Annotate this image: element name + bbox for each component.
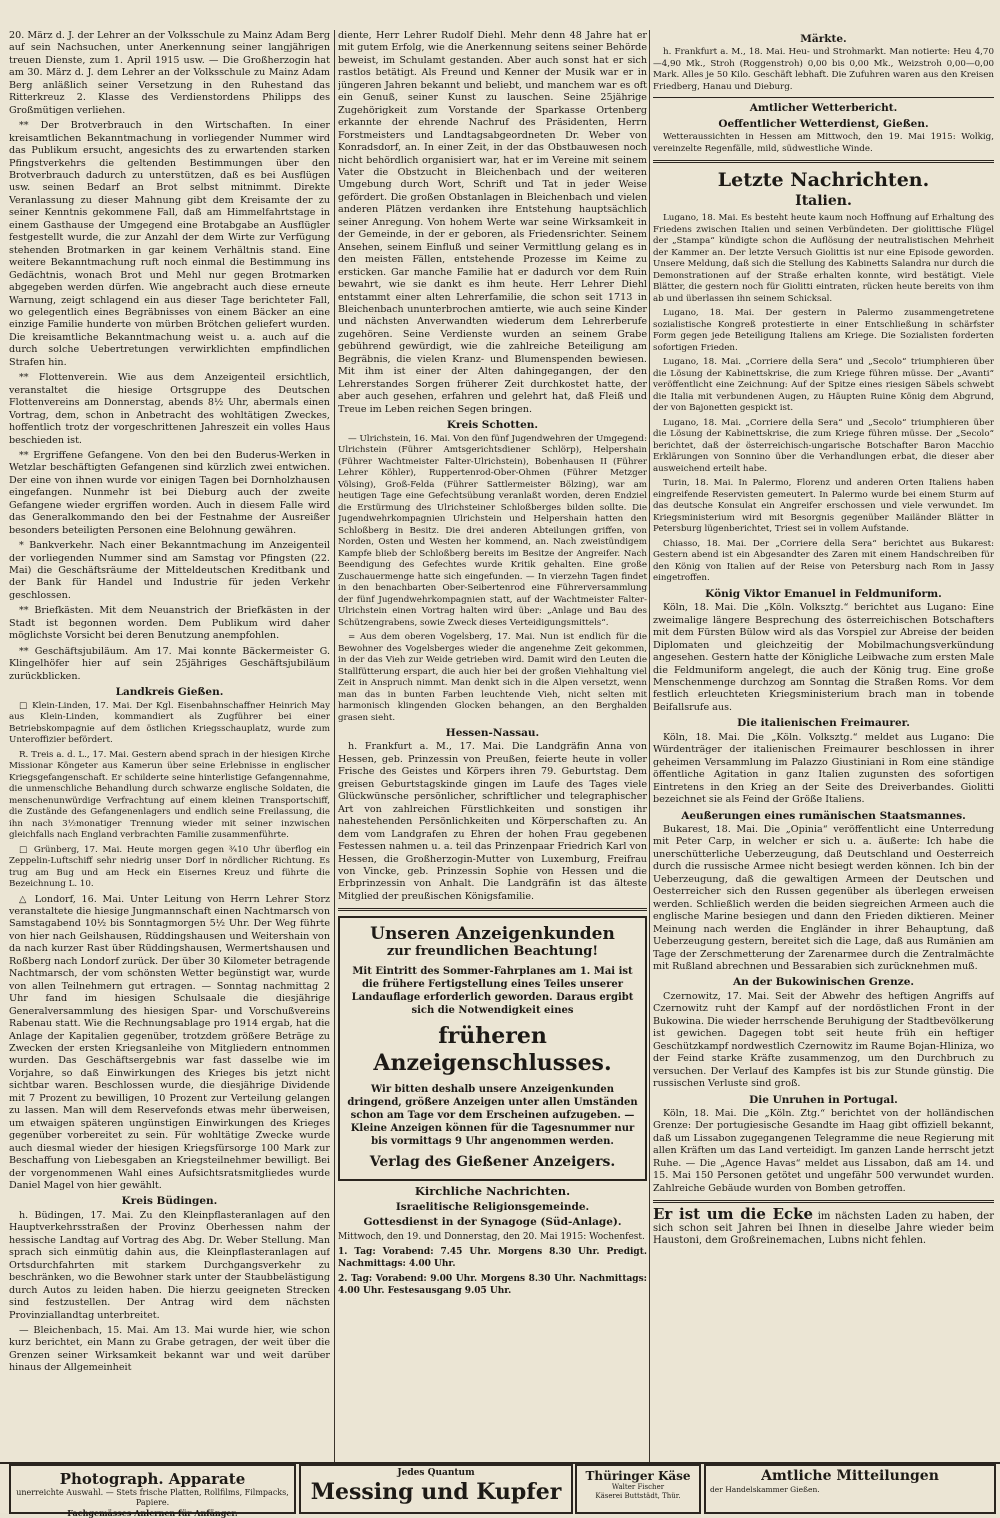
ad-headline: Amtliche Mitteilungen: [761, 1468, 939, 1484]
article-text: h. Büdingen, 17. Mai. Zu den Kleinpflasteranlagen auf den Hauptverkehrsstraßen der Provinz Oberhessen nahm der hessische Landtag auf Vortrag des Abg. Dr. Weber Stellung. Man sprach sich einmütig dahin aus, die Kleinpflasteranlagen auf Ortsdurchfahrten mit starkem Durchgangsverkehr zu beschränken, wo die Bewohner stark unter der Staubbelästigung durch Autos zu leiden haben. Die hierzu geeigneten Strecken sind festzustellen. Der Antrag wird dem nächsten Provinziallandtag unterbreitet.: [9, 1209, 330, 1321]
article-text: Lugano, 18. Mai. Es besteht heute kaum noch Hoffnung auf Erhaltung des Friedens zwischen Italien und seinen Verbündeten. Der giolittische Flügel der „Stampa“ kündigte schon die Auflösung der neutralistischen Mehrheit der Kammer an. Der letzte Versuch Giolittis ist nur eine Episode geworden. Unsere Meldung, daß sich die Stellung des Kabinetts Salandra nur durch die Demonstrationen auf der Straße erhalten konnte, wird bestätigt. Viele Blätter, die gestern noch für Giolitti eintraten, rücken heute bereits von ihm ab und überlassen ihn seinem Schicksal.: [653, 213, 994, 304]
section-heading: Die Unruhen in Portugal.: [749, 1093, 898, 1106]
notice-subtitle: zur freundlichen Beachtung!: [386, 944, 599, 960]
column-rule: [334, 30, 335, 1462]
ad-handelskammer: [704, 1464, 996, 1514]
ad-thueringer-kaese: [575, 1464, 701, 1514]
article-text: Chiasso, 18. Mai. Der „Corriere della Sera“ berichtet aus Bukarest: Gestern abend ist ein Abgesandter des Zaren mit einem Handschreiben für den König von Italien auf der Reise von Petersburg nach Rom in Jassy eingetroffen.: [653, 538, 994, 584]
ad-text: Walter Fischer: [611, 1483, 665, 1491]
section-heading: Landkreis Gießen.: [115, 686, 224, 699]
article-text: Bukarest, 18. Mai. Die „Opinia“ veröffentlicht eine Unterredung mit Peter Carp, in welcher er sich u. a. äußerte: Ich habe die unerschütterliche Ueberzeugung, daß Deutschland und Oesterreich durch die russische Armee nicht besiegt werden können. Ich bin der Ueberzeugung, daß die gewaltigen Armeen der Deutschen und Oesterreicher sich den Russen gegenüber als überlegen erweisen werden. Schließlich werden die beiden siegreichen Armeen auch die englische Marine besiegen und dann den Frieden diktieren. Meiner Meinung nach werden die Engländer in ihrer Behauptung, daß Ueberzeugung gestern, bereitet sich die Lage, daß aus Rumänien am Tage der Zerschmetterung der Zarenarmee durch die Zentralmächte mit Rußland abrechnen und Bessarabien sich zurücknehmen muß.: [653, 824, 994, 972]
ad-photo-apparatus: [9, 1464, 296, 1518]
ad-text: der Handelskammer Gießen.: [710, 1485, 820, 1494]
section-heading: Italien.: [795, 193, 852, 210]
ad-text: Jedes Quantum: [397, 1468, 475, 1478]
section-heading: Amtlicher Wetterbericht.: [749, 102, 898, 115]
divider: [653, 97, 994, 98]
column-1: [9, 30, 330, 1462]
article-text: Köln, 18. Mai. Die „Köln. Volksztg.“ meldet aus Lugano: Die Würdenträger der italienischen Freimaurer beschlossen in ihrer geheimen Versammlung im Palazzo Giustiniani in Rom eine ständige öffentliche Agitation in ganz Italien zugunsten des sofortigen Eintretens in den Krieg an der Seite des Dreiverbandes. Giolitti bezeichnet sie als Feind der Größe Italiens.: [653, 731, 994, 806]
notice-emphasis: früheren Anzeigenschlusses.: [373, 1023, 612, 1077]
article-text: ** Geschäftsjubiläum. Am 17. Mai konnte Bäckermeister G. Klingelhöfer hier auf sein 25jähriges Geschäftsjubiläum zurückblicken.: [9, 645, 330, 682]
divider: [338, 908, 647, 911]
article-text: ** Der Brotverbrauch in den Wirtschaften. In einer kreisamtlichen Bekanntmachung in vorliegender Nummer wird das Publikum ersucht, angesichts des zu erwartenden starken Pfingstverkehrs die geltenden Bestimmungen über den Brotverbrauch dadurch zu unterstützen, daß es bei Ausflügen usw. seinen Bedarf an Brot selbst mitnimmt. Direkte Veranlassung zu dieser Mahnung gibt dem Kreisamte der zu seiner Kenntnis gekommene Fall, daß am Himmelfahrtstage in einem Gasthause der Umgegend eine Brotabgabe an Ausflügler festgestellt wurde, die zur Anzahl der dem Wirte zur Verfügung stehenden Brotmarken in gar keinem Verhältnis stand. Eine weitere Bekanntmachung ruft noch einmal die Bestimmung ins Gedächtnis, wonach Brot und Mehl nur gegen Brotmarken abgegeben werden dürfen. Wie angebracht auch diese erneute Warnung, zeigt schlagend ein aus dieser Tage berichteter Fall, wo gelegentlich eines Begräbnisses von einem Bäcker an eine einzige Familie hunderte von mürben Brötchen geliefert wurden. Die kreisamtliche Bekanntmachung weist u. a. auch auf die durch solche Uebertretungen verwirklichten empfindlichen Strafen hin.: [9, 120, 330, 368]
article-text: * Bankverkehr. Nach einer Bekanntmachung im Anzeigenteil der vorliegenden Nummer sind am Samstag vor Pfingsten (22. Mai) die Geschäftsräume der Mitteldeutschen Kreditbank und der Bank für Handel und Industrie für jeden Verkehr geschlossen.: [9, 540, 330, 601]
section-heading: Aeußerungen eines rumänischen Staatsmannes.: [681, 809, 966, 822]
article-text: Lugano, 18. Mai. „Corriere della Sera“ und „Secolo“ triumphieren über die Lösung der Kabinettskrise, die zum Kriege führen müsse. Der „Secolo“ berichtet, daß der österreichisch-ungarische Botschafter Baron Macchio Erklärungen von Sonnino über die Verhandlungen erbat, die dieser aber ausweichend erteilt habe.: [653, 417, 994, 474]
article-text: Turin, 18. Mai. In Palermo, Florenz und anderen Orten Italiens haben eingreifende Reservisten gemeutert. In Palermo wurde bei einem Sturm auf das deutsche Konsulat ein Angreifer erschossen und viele verwundet. Im Kriegsministerium wird mit Besorgnis gegenüber Mailänder Blätter in Petersburg lügenberichtet, Triest sei in vollem Aufstande.: [653, 478, 994, 535]
article-text: Köln, 18. Mai. Die „Köln. Volksztg.“ berichtet aus Lugano: Eine zweimalige längere Besprechung des österreichischen Botschafters mit dem Fürsten Bülow wird als das Vorspiel zur Abreise der beiden Diplomaten und gleichzeitig der Mobilmachungsverkündung angesehen. Gestern hatte der Königliche Leibwache zum ersten Male die Feldmuniform angelegt, die auch der König trug. Eine große Menschenmenge durchzog am Sonntag die Straßen Roms. Vor dem festlich erleuchteten Kriegsministerium brach man in tobende Beifallsrufe aus.: [653, 602, 994, 713]
ad-headline: Messing und Kupfer: [310, 1479, 562, 1505]
section-heading: Kreis Büdingen.: [121, 1195, 218, 1208]
article-text: Köln, 18. Mai. Die „Köln. Ztg.“ berichtet von der holländischen Grenze: Der portugiesische Gesandte im Haag gibt offiziell bekannt, daß um Lissabon zugegangenen Telegramme die neue Regierung mit allen Kräften um das Land verteidigt. Im ganzen Lande herrscht jetzt Ruhe. — Die „Agence Havas“ meldet aus Lissabon, daß am 14. und 15. Mai 150 Personen getötet und ungefähr 500 verwundet wurden. Zahlreiche Gebäude wurden von Bomben getroffen.: [653, 1107, 994, 1194]
section-heading: Kirchliche Nachrichten.: [414, 1184, 571, 1199]
divider: [653, 1200, 994, 1203]
classified-text: im nächsten Laden zu haben, der sich schon seit Jahren bei Ihnen in dieselbe Jahre wieder beim Haustoni, dem Großreinemachen, Lubns nicht fehlen.: [653, 1211, 994, 1247]
classified-ad: [653, 1205, 994, 1247]
section-heading: Kreis Schotten.: [446, 419, 539, 432]
article-text: = Aus dem oberen Vogelsberg, 17. Mai. Nun ist endlich für die Bewohner des Vogelsberges wieder die angenehme Zeit gekommen, in der das Vieh zur Weide getrieben wird. Damit wird den Leuten die Stallfütterung erspart, die auch hier bei der großen Viehhaltung viel Zeit in Anspruch nimmt. Man denkt sich in die Alpen versetzt, wenn man das in bunten Farben leuchtende Vieh, nicht selten mit harmonisch klingenden Glocken behangen, an den Berghalden grasen sieht.: [338, 632, 647, 723]
article-text: ** Briefkästen. Mit dem Neuanstrich der Briefkästen in der Stadt ist begonnen worden. Dem Publikum wird daher möglichste Vorsicht bei deren Benutzung anempfohlen.: [9, 605, 330, 642]
notice-title: Unseren Anzeigenkunden: [370, 924, 615, 945]
section-subheading: Oeffentlicher Wetterdienst, Gießen.: [718, 117, 929, 130]
ad-headline: Thüringer Käse: [585, 1469, 691, 1483]
service-times: 2. Tag: Vorabend: 9.00 Uhr. Morgens 8.30 Uhr. Nachmittags: 4.00 Uhr. Festesausgang 9.05 Uhr.: [338, 1273, 647, 1296]
divider: [653, 160, 994, 163]
column-rule: [649, 30, 650, 1462]
advertisement-row: [0, 1462, 1000, 1518]
article-text: ** Ergriffene Gefangene. Von den bei den Buderus-Werken in Wetzlar beschäftigten Gefangenen sind kürzlich zwei entwichen. Der eine von ihnen wurde vor einigen Tagen bei Dornholzhausen eingefangen. Nunmehr ist bei Dieburg auch der zweite Gefangene wieder ergriffen worden. Auch in diesem Falle wird das Generalkommando den bei der Festnahme der Ausreißer besonders beteiligten Personen eine Belohnung gewähren.: [9, 449, 330, 536]
section-heading: Hessen-Nassau.: [445, 727, 540, 739]
notice-text: Wir bitten deshalb unsere Anzeigenkunden dringend, größere Anzeigen unter allen Umständen schon am Tage vor dem Erscheinen aufzugeben. — Kleine Anzeigen können für die Tagesnummer nur bis vormittags 9 Uhr angenommen werden.: [347, 1084, 638, 1148]
service-times: 1. Tag: Vorabend: 7.45 Uhr. Morgens 8.30 Uhr. Predigt. Nachmittags: 4.00 Uhr.: [338, 1246, 647, 1269]
notice-box: [338, 916, 647, 1181]
article-text: — Ulrichstein, 16. Mai. Von den fünf Jugendwehren der Umgegend: Ulrichstein (Führer Amtsgerichtsdiener Schlörp), Helpershain (Führer Wachtmeister Falter-Ulrichstein), Bobenhausen II (Führer Lehrer Köhler), Ruppertenrod-Ober-Ohmen (Führer Metzger Völsing), Groß-Felda (Führer Sattlermeister Bölzing), war am heutigen Tage eine Gefechtsübung veranlaßt worden, deren Endziel die Erstürmung des Ulrichsteiner Schloßberges bilden sollte. Die Jugendwehrkompagnien Ulrichstein und Helpershain hatten den Schloßberg in Besitz. Die drei anderen Abteilungen griffen, von Norden, Osten und Westen her kommend, an. Nach zweistündigem Kampfe blieb der Schloßberg bereits im Besitze der Angreifer. Nach Beendigung des Gefechtes wurde Kritik gehalten. Eine große Zuschauermenge hatte sich eingefunden. — In vierzehn Tagen findet in den benachbarten Ober-Seibertenrod eine Führerversammlung der fünf Jugendwehrkompagnien statt, auf der Wachtmeister Falter-Ulrichstein einen Vortrag halten wird über: „Anlage und Bau des Schützengrabens, sowie Zweck dieses Verteidigungsmittels“.: [338, 433, 647, 628]
section-heading: König Viktor Emanuel in Feldmuniform.: [705, 587, 942, 600]
ad-messing-kupfer: [299, 1464, 573, 1514]
article-text: h. Frankfurt a. M., 18. Mai. Heu- und Strohmarkt. Man notierte: Heu 4,70—4,90 Mk., Stroh (Roggenstroh) 0,00 bis 0,00 Mk., Weizstroh 0,00—0,00 Mark. Alles je 50 Kilo. Geschäft lebhaft. Die Zufuhren waren aus den Kreisen Friedberg, Hanau und Dieburg.: [653, 47, 994, 92]
ad-text: unerreichte Auswahl. — Stets frische Platten, Rollfilms, Filmpacks, Papiere.: [16, 1488, 289, 1507]
column-3: [653, 30, 994, 1462]
section-subheading: Gottesdienst in der Synagoge (Süd-Anlage).: [363, 1216, 622, 1229]
ad-text: Fachgemässes Anlernen für Anfänger.: [67, 1508, 238, 1518]
article-text: 20. März d. J. der Lehrer an der Volksschule zu Mainz Adam Berg auf sein Nachsuchen, unter Anerkennung seiner langjährigen treuen Dienste, zum 1. April 1915 usw. — Die Großherzogin hat am 30. März d. J. dem Lehrer an der Volksschule zu Mainz Adam Berg anläßlich seiner Versetzung in den Ruhestand das Ritterkreuz 2. Klasse des Verdienstordens Philipps des Großmütigen verliehen.: [9, 30, 330, 116]
ad-text: Käserei Buttstädt, Thür.: [595, 1492, 681, 1500]
notice-signature: Verlag des Gießener Anzeigers.: [369, 1154, 616, 1171]
article-text: Wetteraussichten in Hessen am Mittwoch, den 19. Mai 1915: Wolkig, vereinzelte Regenfälle, mild, südwestliche Winde.: [653, 132, 994, 154]
article-text: diente, Herr Lehrer Rudolf Diehl. Mehr denn 48 Jahre hat er mit gutem Erfolg, wie die Anerkennung seitens seiner Behörde beweist, im Schulamt gestanden. Aber auch sonst hat er sich rastlos betätigt. Als Freund und Kenner der Musik war er in jüngeren Jahren bekannt und beliebt, und manchem war es oft ein Genuß, seiner Kunst zu lauschen. Seine 25jährige Zugehörigkeit zum Vorstande der Sparkasse Ortenberg erkannte der ehrende Nachruf des Präsidenten, Herrn Forstmeisters und Landtagsabgeordneten Dr. Weber von Konradsdorf, an. In einer Zeit, in der das Obstbauwesen noch nicht behördlich organisiert war, hat er im Vereine mit seinem Vater die Obstzucht in Bleichenbach und der weiteren Umgebung durch Wort, Schrift und Tat in jeder Weise gefördert. Die großen Obstanlagen in Bleichenbach und vielen anderen Plätzen verdanken ihre Entstehung hauptsächlich seiner Anregung. Von hohem Werte war seine Wirksamkeit in der Gemeinde, in der er geboren, als Friedensrichter. Seinem Ansehen, seinem Einfluß und seiner Vermittlung gelang es in den meisten Fällen, entstehende Prozesse im Keime zu ersticken. Gar manche Familie hat er dadurch vor dem Ruin bewahrt, wie sie dankt es ihm heute. Herr Lehrer Diehl entstammt einer alten Lehrerfamilie, die schon seit 1713 in Bleichenbach ununterbrochen amtierte, wie auch seine Kinder und nächsten Anverwandten wiederum dem Lehrerberufe zugehören. Seine Verdienste wurden an seinem Grabe gebührend gewürdigt, wie die zahlreiche Beteiligung am Begräbnis, die vielen Kranz- und Blumenspenden bewiesen. Mit ihm ist einer der Alten dahingegangen, der den Lehrerstandes Sorgen früherer Zeit durchkostet hatte, der aber auch gesehen, erfahren und gelehrt hat, daß Fleiß und Treue im Leben reichen Segen bringen.: [338, 30, 647, 415]
article-text: h. Frankfurt a. M., 17. Mai. Die Landgräfin Anna von Hessen, geb. Prinzessin von Preußen, feierte heute in voller Frische des Geistes und Körpers ihren 79. Geburtstag. Dem greisen Geburtstagskinde gingen im Laufe des Tages viele Glückwünsche persönlicher, schriftlicher und telegraphischer Art von zahlreichen Fürstlichkeiten und sonstigen ihr nahestehenden Persönlichkeiten und Körperschaften zu. An dem vom Landgrafen zu Ehren der hohen Frau gegebenen Festessen nahmen u. a. teil das Prinzenpaar Friedrich Karl von Hessen, die Großherzogin-Mutter von Luxemburg, Freifrau von Vincke, geb. Prinzessin Sophie von Hessen und die Erbprinzessin von Anhalt. Die Landgräfin ist das älteste Mitglied der preußischen Königsfamilie.: [338, 741, 647, 902]
article-text: R. Treis a. d. L., 17. Mai. Gestern abend sprach in der hiesigen Kirche Missionar Köngeter aus Kamerun über seine Erlebnisse in englischer Kriegsgefangenschaft. Er schilderte seine hinterlistige Gefangennahme, die unmenschliche Behandlung durch schwarze englische Soldaten, die menschenunwürdige Verfrachtung auf einem kleinen Transportschiff, die Zustände des Gefangenenlagers und endlich seine Freilassung, die ihn nach 3½monatiger Trennung wieder mit seiner inzwischen gleichfalls nach England verbrachten Familie zusammenführte.: [9, 749, 330, 841]
article-text: — Bleichenbach, 15. Mai. Am 13. Mai wurde hier, wie schon kurz berichtet, ein Mann zu Grabe getragen, der weit über die Grenzen seiner Wirksamkeit bekannt war und weit darüber hinaus der Allgemeinheit: [9, 1324, 330, 1374]
classified-headline: Er ist um die Ecke: [653, 1205, 814, 1224]
section-heading: An der Bukowinischen Grenze.: [732, 976, 915, 989]
article-text: Czernowitz, 17. Mai. Seit der Abwehr des heftigen Angriffs auf Czernowitz ruht der Kampf auf der nordöstlichen Front in der Bukowina. Die wieder herrschende Beruhigung der Stadtbevölkerung ist gewichen. Dagegen tobt seit heute früh ein heftiger Geschützkampf nordwestlich Czernowitz im Raume Bojan-Hliniza, wo der Feind starke Kräfte zusammenzog, um den Durchbruch zu versuchen. Der Verlauf des Kampfes ist bis zur Stunde günstig. Die russischen Verluste sind groß.: [653, 990, 994, 1090]
ad-headline: Photograph. Apparate: [59, 1470, 246, 1488]
section-title: Letzte Nachrichten.: [717, 169, 930, 192]
article-text: △ Londorf, 16. Mai. Unter Leitung von Herrn Lehrer Storz veranstaltete die hiesige Jungmannschaft einen Nachtmarsch von Samstagabend 10½ bis Sonntagmorgen 5½ Uhr. Der Weg führte von hier nach Geilshausen, Rüddingshausen und Weitershain von da nach kurzer Rast über Rüddingshausen, Wermertshausen und Roßberg nach Londorf zurück. Der über 30 Kilometer betragende Nachtmarsch, der vom schönsten Wetter begünstigt war, wurde von allen Teilnehmern gut ertragen. — Sonntag nachmittag 2 Uhr fand im hiesigen Schulsaale die diesjährige Generalversammlung des hiesigen Spar- und Vorschußvereins Rabenau statt. Wie die Rechnungsablage pro 1914 ergab, hat die Anlage der Kapitalien gegenüber, trotzdem größere Beträge zu Zwecken der ersten Kriegsanleihe von Mitgliedern entnommen wurden. Das Geschäftsergebnis war fast dasselbe wie im Vorjahre, so daß Einwirkungen des Krieges bis jetzt nicht sichtbar waren. Beschlossen wurde, die diesjährige Dividende mit 7 Prozent zu bewilligen, 10 Prozent zur Verteilung gelangen zu lassen. Man will dem Reservefonds etwas mehr überweisen, um etwaigen späteren ungünstigen Einwirkungen des Krieges gegenüber vorbereitet zu sein. Für wohltätige Zwecke wurde auch diesmal wieder der hiesigen Kriegsfürsorge 100 Mark zur Beschaffung von Liebesgaben an Kriegsteilnehmer bewilligt. Bei der vorgenommenen Wahl eines Aufsichtsratsmitgliedes wurde Daniel Magel von hier gewählt.: [9, 893, 330, 1191]
article-text: ** Flottenverein. Wie aus dem Anzeigenteil ersichtlich, veranstaltet die hiesige Ortsgruppe des Deutschen Flottenvereins am Donnerstag, abends 8½ Uhr, abermals einen Vortrag, dem, schon in Anbetracht des wohltätigen Zweckes, hoffentlich trotz der vorgeschrittenen Jahreszeit ein volles Haus beschieden ist.: [9, 372, 330, 446]
article-text: □ Grünberg, 17. Mai. Heute morgen gegen ¾10 Uhr überflog ein Zeppelin-Luftschiff sehr niedrig unser Dorf in nördlicher Richtung. Es trug am Bug und am Heck ein Eisernes Kreuz und führte die Bezeichnung L. 10.: [9, 844, 330, 890]
section-subheading: Israelitische Religionsgemeinde.: [395, 1200, 590, 1213]
article-text: Lugano, 18. Mai. Der gestern in Palermo zusammengetretene sozialistische Kongreß protestierte in einer Entschließung in schärfster Form gegen jede Beteiligung Italiens am Kriege. Die Sozialisten forderten sofortigen Frieden.: [653, 308, 994, 353]
article-text: □ Klein-Linden, 17. Mai. Der Kgl. Eisenbahnschaffner Heinrich May aus Klein-Linden, kommandiert als Zugführer bei einer Betriebskompagnie auf dem östlichen Kriegsschauplatz, wurde zum Unteroffizier befördert.: [9, 700, 330, 746]
service-date: Mittwoch, den 19. und Donnerstag, den 20. Mai 1915: Wochenfest.: [338, 1231, 645, 1242]
notice-text: Mit Eintritt des Sommer-Fahrplanes am 1. Mai ist die frühere Fertigstellung eines Teiles unserer Landauflage erforderlich geworden. Daraus ergibt sich die Notwendigkeit eines: [351, 966, 634, 1017]
article-text: Lugano, 18. Mai. „Corriere della Sera“ und „Secolo“ triumphieren über die Lösung der Kabinettskrise, die zum Kriege führen müsse. Der „Avanti“ veröffentlicht eine Zeichnung: Auf der Spitze eines riesigen Säbels schwebt die Italia mit verbundenen Augen, zu Häupten Ruine König dem Abgrund, der von Bajonetten gespickt ist.: [653, 357, 994, 414]
column-2: [338, 30, 647, 1462]
section-heading: Die italienischen Freimaurer.: [737, 717, 910, 730]
section-heading: Märkte.: [800, 33, 847, 45]
